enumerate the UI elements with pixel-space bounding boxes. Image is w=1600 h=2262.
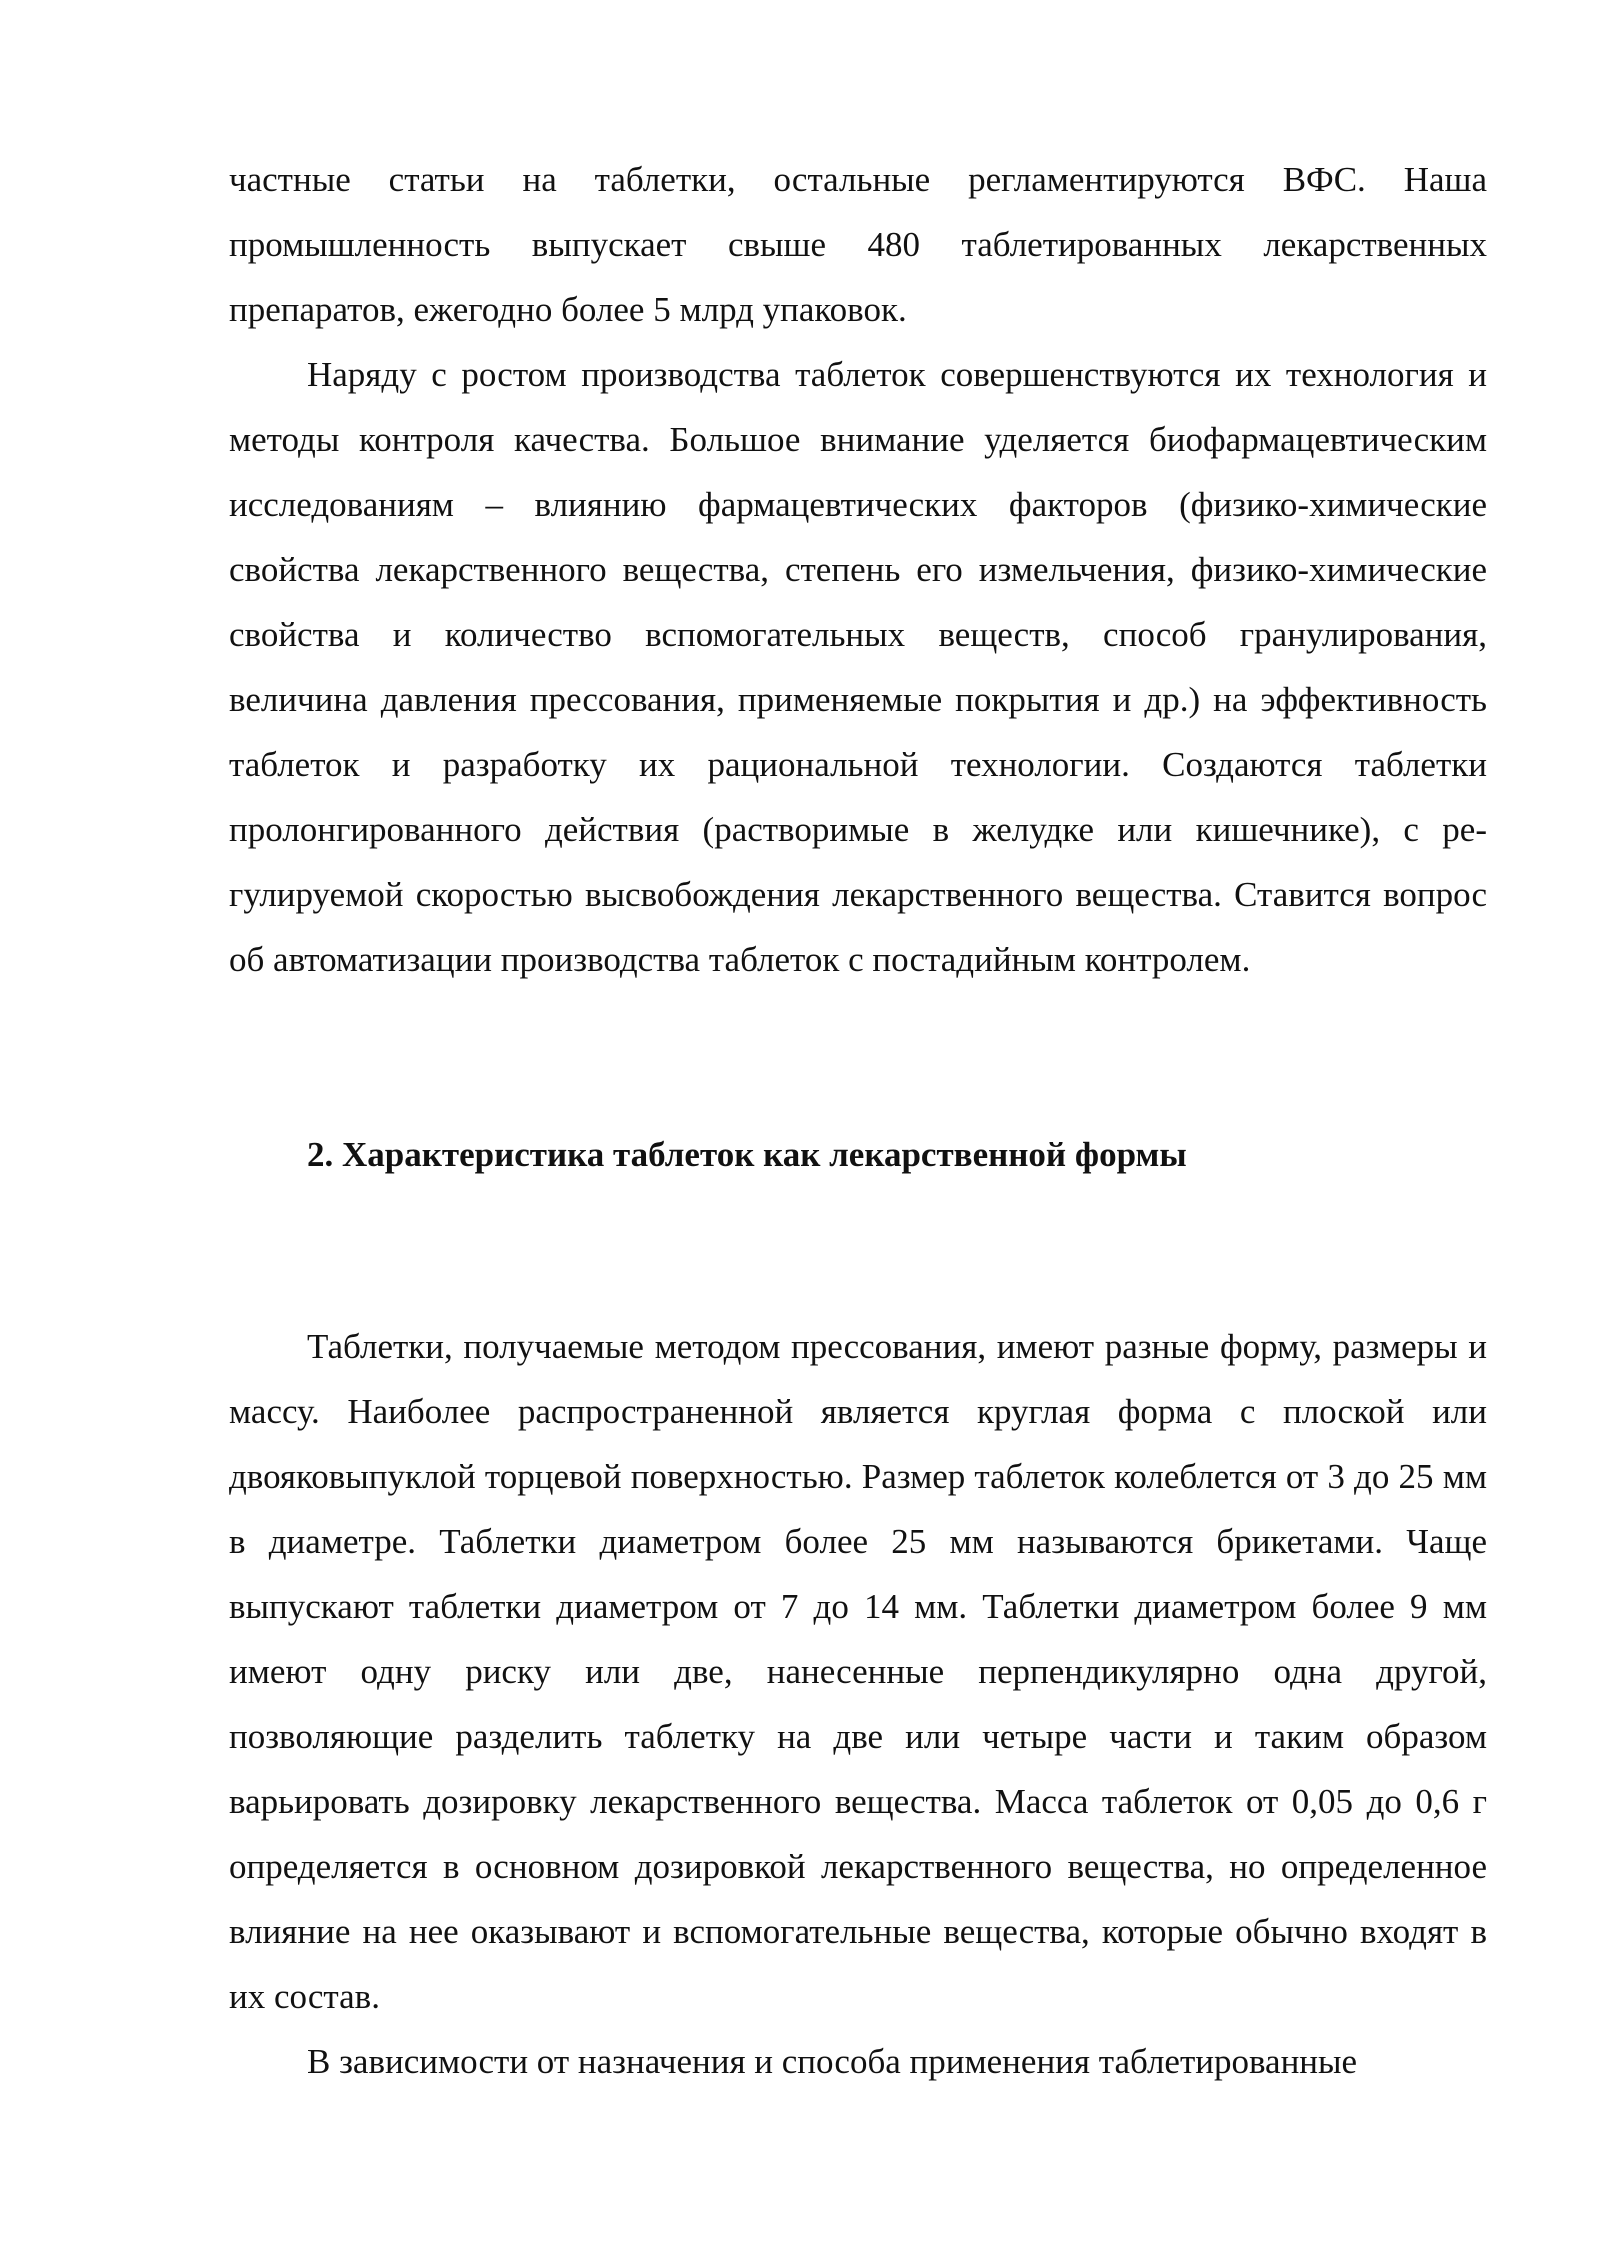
section-1-text [229,147,1487,992]
paragraph-4: В зависимости от назначения и способа применения таблетированные [307,2042,1358,2081]
section-2-text [229,1314,1487,2094]
paragraph-1: частные статьи на таблетки, остальные регламентируются ВФС. Наша промышленность выпускает свыше 480 таблетированных лекарственных препаратов, ежегодно более 5 млрд упаковок. [229,160,1487,329]
section-heading: 2. Характеристика таблеток как лекарственной формы [307,1135,1187,1174]
paragraph-2: Наряду с ростом производства таблеток совершенствуются их технология и методы контроля качества. Большое внимание уделяется биофармацевтическим исследованиям – влиянию фармацевтических факторов (физико-химические свойства лекарственного вещества, степень его измельчения, физико-химические свойства и количество вспомогательных веществ, способ гранулирования, величина давления прессования, применяемые покрытия и др.) на эффективность таблеток и разработку их рациональной технологии. Создаются таблетки пролонгированного действия (растворимые в желудке или кишечнике), с ре-гулируемой скоростью высвобождения лекарственного вещества. Ставится вопрос об автоматизации производства таблеток с постадийным контролем. [229,355,1487,979]
paragraph-3: Таблетки, получаемые методом прессования, имеют разные форму, размеры и массу. Наиболее распространенной является круглая форма с плоской или двояковыпуклой торцевой поверхностью. Размер таблеток колеблется от 3 до 25 мм в диаметре. Таблетки диаметром более 25 мм называются брикетами. Чаще выпускают таблетки диаметром от 7 до 14 мм. Таблетки диаметром более 9 мм имеют одну риску или две, нанесенные перпендикулярно одна другой, позволяющие разделить таблетку на две или четыре части и таким образом варьировать дозировку лекарственного вещества. Масса таблеток от 0,05 до 0,6 г определяется в основном дозировкой лекарственного вещества, но определенное влияние на нее оказывают и вспомогательные вещества, которые обычно входят в их состав. [229,1327,1487,2016]
